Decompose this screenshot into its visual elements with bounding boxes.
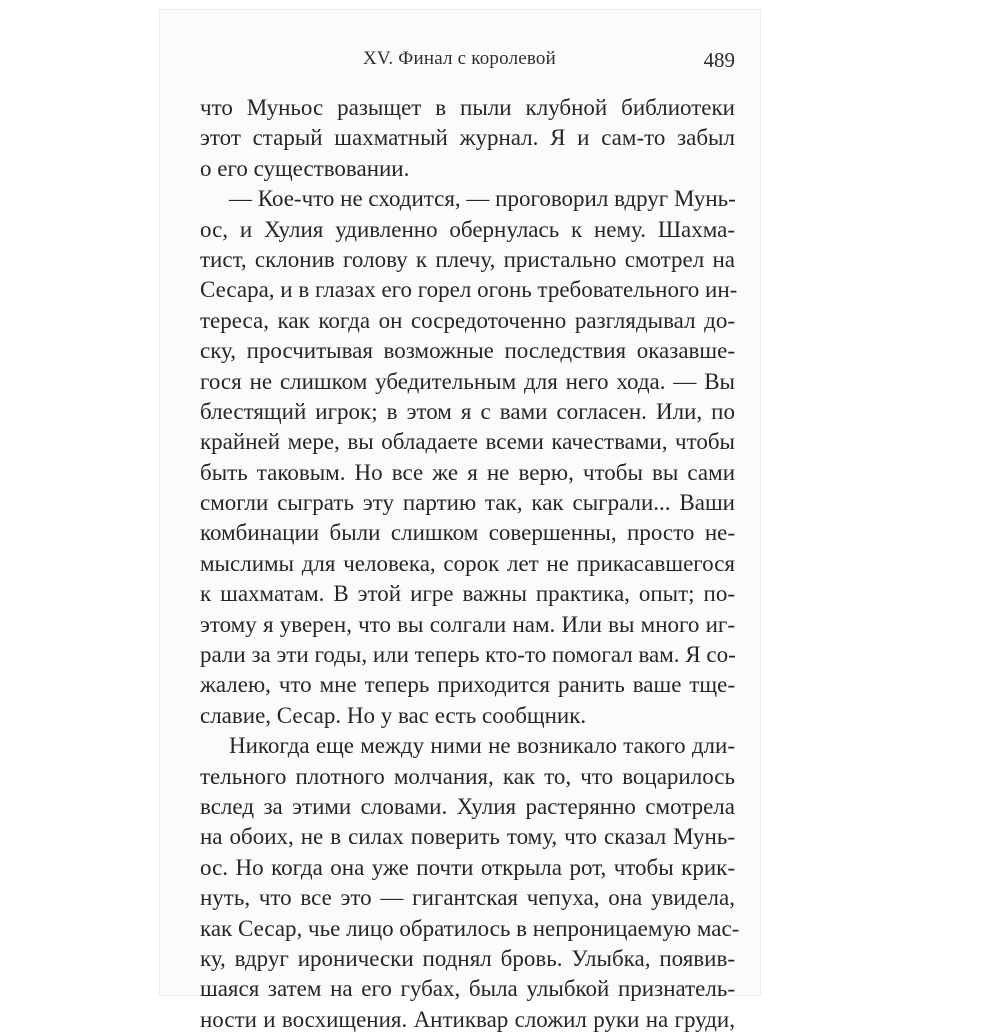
text-line: тереса, как когда он сосредоточенно разглядывал до- bbox=[200, 307, 735, 333]
text-line: рали за эти годы, или теперь кто-то помогал вам. Я со- bbox=[200, 642, 736, 668]
text-line: шаяся затем на его губах, была улыбкой признатель- bbox=[200, 976, 735, 1002]
text-line: Никогда еще между ними не возникало такого дли- bbox=[229, 733, 735, 759]
text-line: крайней мере, вы обладаете всеми качествами, чтобы bbox=[200, 429, 735, 455]
text-line: ку, вдруг иронически поднял бровь. Улыбка, появив- bbox=[200, 945, 735, 971]
paragraph bbox=[200, 93, 735, 184]
text-line: мыслимы для человека, сорок лет не прикасавшегося bbox=[200, 550, 735, 576]
body-text bbox=[200, 93, 740, 1035]
paragraph bbox=[200, 184, 738, 731]
page-number: 489 bbox=[703, 48, 735, 72]
text-line: жалею, что мне теперь приходится ранить ваше тще- bbox=[200, 672, 735, 698]
text-line: к шахматам. В этой игре важны практика, опыт; по- bbox=[200, 581, 735, 607]
text-line: ности и восхищения. Антиквар сложил руки на груди, bbox=[200, 1006, 735, 1032]
text-line: ску, просчитывая возможные последствия оказавше- bbox=[200, 338, 735, 364]
page-header bbox=[200, 48, 735, 78]
text-line: о его существовании. bbox=[200, 155, 410, 181]
text-line: тист, склонив голову к плечу, пристально смотрел на bbox=[200, 246, 735, 272]
text-line: Сесара, и в глазах его горел огонь требовательного ин- bbox=[200, 277, 738, 303]
text-line: ос. Но когда она уже почти открыла рот, чтобы крик- bbox=[200, 854, 735, 880]
text-line: как Сесар, чье лицо обратилось в непроницаемую мас- bbox=[200, 915, 740, 941]
text-line: ос, и Хулия удивленно обернулась к нему. Шахма- bbox=[200, 216, 735, 242]
text-line: этому я уверен, что вы солгали нам. Или вы много иг- bbox=[200, 611, 735, 637]
text-line: комбинации были слишком совершенны, просто не- bbox=[200, 520, 735, 546]
text-line: тельного плотного молчания, как то, что воцарилось bbox=[200, 763, 735, 789]
paragraph bbox=[200, 731, 740, 1035]
text-line: — Кое-что не сходится, — проговорил вдруг Мунь- bbox=[229, 186, 736, 212]
text-line: быть таковым. Но все же я не верю, чтобы вы сами bbox=[200, 459, 735, 485]
text-line: нуть, что все это — гигантская чепуха, она увидела, bbox=[200, 885, 735, 911]
text-line: вслед за этими словами. Хулия растерянно смотрела bbox=[200, 793, 735, 819]
text-line: что Муньос разыщет в пыли клубной библиотеки bbox=[200, 95, 735, 120]
text-line: этот старый шахматный журнал. Я и сам-то забыл bbox=[200, 125, 735, 151]
text-line: на обоих, не в силах поверить тому, что сказал Мунь- bbox=[200, 824, 735, 850]
text-line: смогли сыграть эту партию так, как сыграли... Ваши bbox=[200, 490, 735, 516]
text-line: блестящий игрок; в этом я с вами согласен. Или, по bbox=[200, 398, 735, 424]
text-line: гося не слишком убедительным для него хода. — Вы bbox=[200, 368, 735, 394]
text-line: славие, Сесар. Но у вас есть сообщник. bbox=[200, 702, 587, 728]
running-title: XV. Финал с королевой bbox=[363, 48, 556, 69]
